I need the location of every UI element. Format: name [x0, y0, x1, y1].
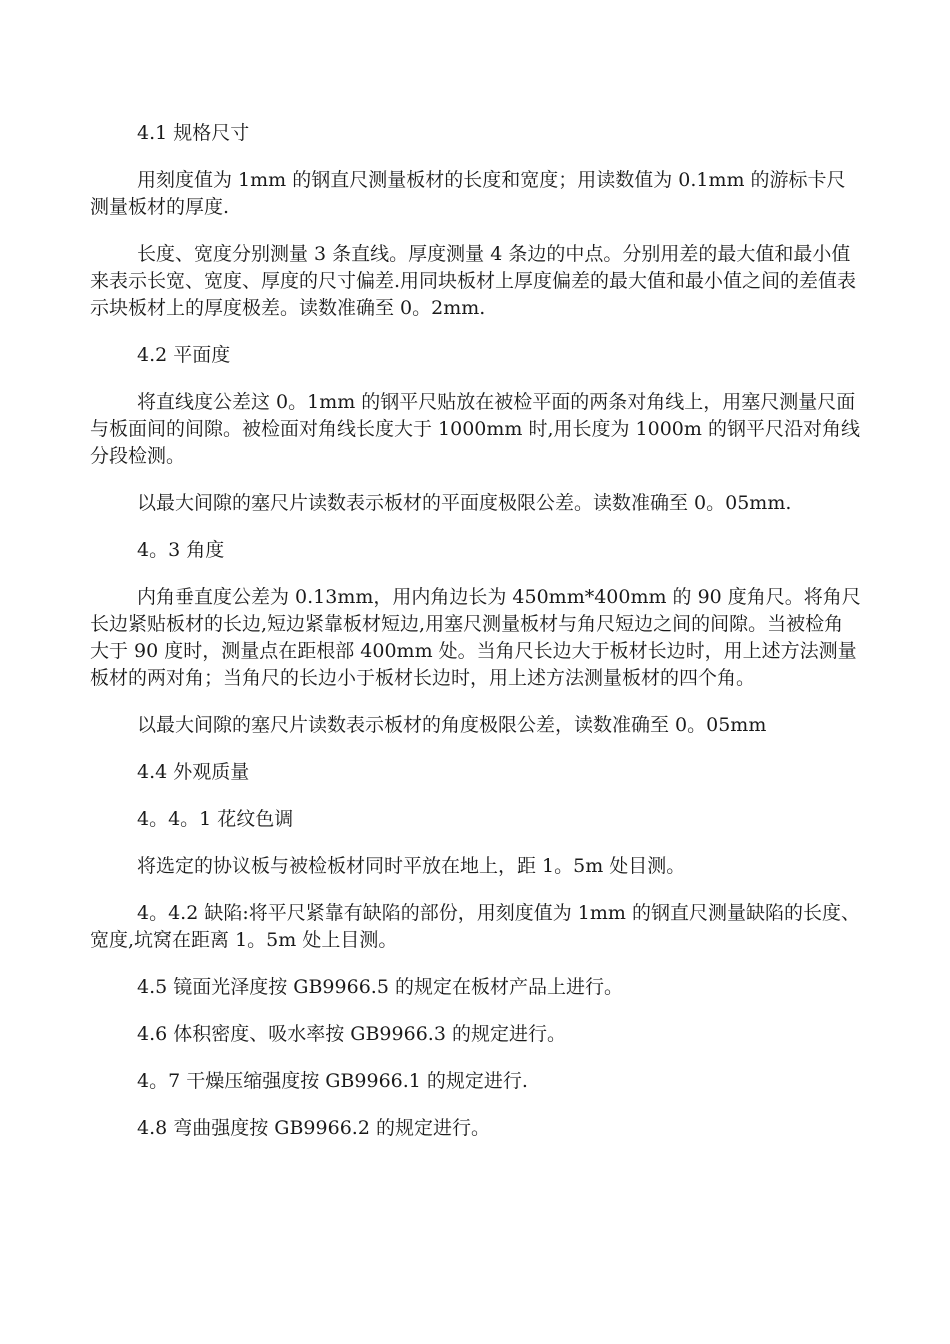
section-heading: 4.2 平面度 — [137, 344, 231, 366]
paragraph: 4。7 干燥压缩强度按 GB9966.1 的规定进行. — [137, 1070, 528, 1092]
paragraph: 将直线度公差这 0。1mm 的钢平尺贴放在被检平面的两条对角线上，用塞尺测量尺面与板面间的间隙。被检面对角线长度大于 1000mm 时,用长度为 1000m 的钢平尺沿对角线分段检测。 — [90, 391, 860, 467]
paragraph: 4。4.2 缺陷:将平尺紧靠有缺陷的部份，用刻度值为 1mm 的钢直尺测量缺陷的长度、宽度,坑窝在距离 1。5m 处上目测。 — [90, 902, 860, 951]
paragraph: 以最大间隙的塞尺片读数表示板材的平面度极限公差。读数准确至 0。05mm. — [137, 492, 792, 514]
document-body — [90, 120, 862, 1162]
subsection-heading: 4。4。1 花纹色调 — [137, 808, 294, 830]
paragraph: 以最大间隙的塞尺片读数表示板材的角度极限公差，读数准确至 0。05mm — [137, 714, 767, 736]
paragraph: 4.5 镜面光泽度按 GB9966.5 的规定在板材产品上进行。 — [137, 976, 623, 998]
paragraph: 长度、宽度分别测量 3 条直线。厚度测量 4 条边的中点。分别用差的最大值和最小值来表示长宽、宽度、厚度的尺寸偏差.用同块板材上厚度偏差的最大值和最小值之间的差值表示块板材上的厚度极差。读数准确至 0。2mm. — [90, 243, 857, 319]
section-heading: 4.1 规格尺寸 — [137, 122, 250, 144]
paragraph: 4.8 弯曲强度按 GB9966.2 的规定进行。 — [137, 1117, 490, 1139]
paragraph: 用刻度值为 1mm 的钢直尺测量板材的长度和宽度；用读数值为 0.1mm 的游标卡尺测量板材的厚度. — [90, 169, 846, 218]
paragraph: 将选定的协议板与被检板材同时平放在地上，距 1。5m 处目测。 — [137, 855, 686, 877]
section-heading: 4.4 外观质量 — [137, 761, 250, 783]
section-heading: 4。3 角度 — [137, 539, 225, 561]
paragraph: 4.6 体积密度、吸水率按 GB9966.3 的规定进行。 — [137, 1023, 566, 1045]
paragraph: 内角垂直度公差为 0.13mm，用内角边长为 450mm*400mm 的 90 度角尺。将角尺长边紧贴板材的长边,短边紧靠板材短边,用塞尺测量板材与角尺短边之间的间隙。当被检角大于 90 度时，测量点在距根部 400mm 处。当角尺长边大于板材长边时，用上述方法测量板材的两对角；当角尺的长边小于板材长边时，用上述方法测量板材的四个角。 — [90, 586, 861, 689]
